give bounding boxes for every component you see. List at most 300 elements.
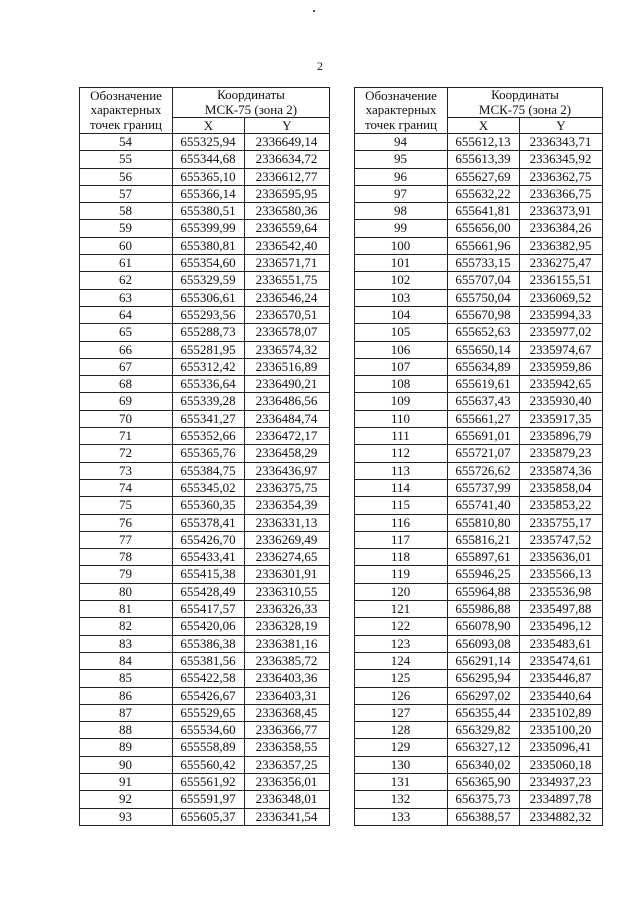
x-coordinate-cell: 655560,42 [173,756,245,773]
x-coordinate-cell: 655558,89 [173,739,245,756]
y-coordinate-cell: 2336649,14 [245,134,330,151]
point-id-cell: 93 [80,808,173,825]
x-coordinate-cell: 655612,13 [448,134,520,151]
y-coordinate-cell: 2336490,21 [245,376,330,393]
x-coordinate-cell: 656329,82 [448,722,520,739]
table-row [355,237,603,254]
point-id-cell: 95 [355,151,448,168]
table-row [80,652,330,669]
point-id-cell: 103 [355,289,448,306]
point-id-cell: 56 [80,168,173,185]
x-coordinate-cell: 655627,69 [448,168,520,185]
coordinates-title: Координаты [217,87,285,102]
point-label-line-2: характерных [90,102,162,118]
x-coordinate-cell: 656291,14 [448,652,520,669]
x-coordinate-cell: 655354,60 [173,255,245,272]
table-row [355,739,603,756]
point-label-line-3: точек границ [89,116,163,132]
table-row [80,134,330,151]
point-id-cell: 106 [355,341,448,358]
x-coordinate-cell: 655656,00 [448,220,520,237]
table-row [355,704,603,721]
point-id-cell: 116 [355,514,448,531]
x-coordinate-cell: 655312,42 [173,358,245,375]
table-row [355,151,603,168]
point-id-cell: 55 [80,151,173,168]
x-coordinate-cell: 655325,94 [173,134,245,151]
point-id-cell: 77 [80,531,173,548]
coordinates-header [448,88,603,118]
y-coordinate-cell: 2336301,91 [245,566,330,583]
point-id-cell: 104 [355,306,448,323]
x-coordinate-cell: 655329,59 [173,272,245,289]
y-coordinate-cell: 2336373,91 [520,203,603,220]
table-row [355,306,603,323]
table-row [80,791,330,808]
point-id-cell: 60 [80,237,173,254]
y-coordinate-cell: 2334897,78 [520,791,603,808]
table-row [355,428,603,445]
table-row [80,341,330,358]
point-id-cell: 98 [355,203,448,220]
x-coordinate-cell: 655591,97 [173,791,245,808]
y-coordinate-cell: 2336155,51 [520,272,603,289]
table-row [80,237,330,254]
table-row [355,549,603,566]
table-row [355,791,603,808]
y-coordinate-cell: 2335096,41 [520,739,603,756]
x-coordinate-cell: 655741,40 [448,497,520,514]
point-id-cell: 109 [355,393,448,410]
y-coordinate-cell: 2335440,64 [520,687,603,704]
table-row [355,583,603,600]
y-coordinate-cell: 2336366,75 [520,185,603,202]
table-row [80,410,330,427]
x-coordinate-cell: 655336,64 [173,376,245,393]
y-coordinate-cell: 2336348,01 [245,791,330,808]
point-id-cell: 126 [355,687,448,704]
y-coordinate-cell: 2336345,92 [520,151,603,168]
point-id-cell: 122 [355,618,448,635]
point-id-cell: 92 [80,791,173,808]
table-row [355,514,603,531]
x-coordinate-cell: 656297,02 [448,687,520,704]
x-coordinate-cell: 655433,41 [173,549,245,566]
y-coordinate-cell: 2335853,22 [520,497,603,514]
x-coordinate-cell: 655661,27 [448,410,520,427]
x-coordinate-cell: 655399,99 [173,220,245,237]
y-coordinate-cell: 2335942,65 [520,376,603,393]
table-row [80,272,330,289]
table-row [355,635,603,652]
x-coordinate-cell: 655417,57 [173,601,245,618]
x-coordinate-cell: 656365,90 [448,773,520,790]
y-coordinate-cell: 2336269,49 [245,531,330,548]
y-coordinate-cell: 2336403,31 [245,687,330,704]
table-row [80,531,330,548]
point-label-header [80,88,173,134]
point-id-cell: 102 [355,272,448,289]
table-row [355,358,603,375]
x-coordinate-cell: 655422,58 [173,670,245,687]
table-row [80,722,330,739]
y-coordinate-cell: 2335994,33 [520,306,603,323]
y-column-header: Y [245,118,330,134]
point-label-line-1: Обозначение [365,87,437,103]
x-coordinate-cell: 655661,96 [448,237,520,254]
x-coordinate-cell: 656327,12 [448,739,520,756]
point-id-cell: 99 [355,220,448,237]
x-coordinate-cell: 655365,76 [173,445,245,462]
y-coordinate-cell: 2336382,95 [520,237,603,254]
y-coordinate-cell: 2336574,32 [245,341,330,358]
x-coordinate-cell: 655721,07 [448,445,520,462]
table-row [355,722,603,739]
x-coordinate-cell: 655360,35 [173,497,245,514]
point-id-cell: 65 [80,324,173,341]
y-coordinate-cell: 2336595,95 [245,185,330,202]
table-row [80,255,330,272]
point-id-cell: 59 [80,220,173,237]
x-coordinate-cell: 656375,73 [448,791,520,808]
coordinates-header [173,88,330,118]
point-id-cell: 87 [80,704,173,721]
table-row [80,324,330,341]
coordinates-table-left [79,87,330,826]
point-id-cell: 131 [355,773,448,790]
point-id-cell: 125 [355,670,448,687]
point-label-line-3: точек границ [364,116,438,132]
table-row [355,220,603,237]
table-row [80,635,330,652]
point-id-cell: 117 [355,531,448,548]
point-id-cell: 74 [80,479,173,496]
x-coordinate-cell: 655641,81 [448,203,520,220]
y-coordinate-cell: 2335858,04 [520,479,603,496]
table-row [355,479,603,496]
point-id-cell: 129 [355,739,448,756]
table-row [80,203,330,220]
x-coordinate-cell: 655816,21 [448,531,520,548]
y-coordinate-cell: 2336375,75 [245,479,330,496]
x-coordinate-cell: 656388,57 [448,808,520,825]
scan-mark [313,10,315,12]
point-id-cell: 71 [80,428,173,445]
x-coordinate-cell: 655426,67 [173,687,245,704]
y-coordinate-cell: 2336366,77 [245,722,330,739]
point-id-cell: 68 [80,376,173,393]
point-id-cell: 132 [355,791,448,808]
y-coordinate-cell: 2336472,17 [245,428,330,445]
x-coordinate-cell: 655534,60 [173,722,245,739]
x-coordinate-cell: 656093,08 [448,635,520,652]
point-id-cell: 108 [355,376,448,393]
point-id-cell: 58 [80,203,173,220]
point-id-cell: 127 [355,704,448,721]
x-coordinate-cell: 655652,63 [448,324,520,341]
y-coordinate-cell: 2335974,67 [520,341,603,358]
point-id-cell: 120 [355,583,448,600]
point-id-cell: 97 [355,185,448,202]
point-id-cell: 81 [80,601,173,618]
y-coordinate-cell: 2336580,36 [245,203,330,220]
point-id-cell: 94 [355,134,448,151]
table-row [80,185,330,202]
table-row [80,428,330,445]
point-id-cell: 83 [80,635,173,652]
y-coordinate-cell: 2336368,45 [245,704,330,721]
table-row [80,289,330,306]
point-id-cell: 124 [355,652,448,669]
table-row [80,549,330,566]
y-coordinate-cell: 2335930,40 [520,393,603,410]
y-coordinate-cell: 2336381,16 [245,635,330,652]
table-row [80,739,330,756]
x-coordinate-cell: 655613,39 [448,151,520,168]
x-coordinate-cell: 655341,27 [173,410,245,427]
table-row [80,687,330,704]
y-coordinate-cell: 2336571,71 [245,255,330,272]
y-coordinate-cell: 2336436,97 [245,462,330,479]
point-id-cell: 78 [80,549,173,566]
x-coordinate-cell: 655691,01 [448,428,520,445]
x-coordinate-cell: 655381,56 [173,652,245,669]
table-row [355,531,603,548]
point-id-cell: 86 [80,687,173,704]
x-coordinate-cell: 655561,92 [173,773,245,790]
y-coordinate-cell: 2336486,56 [245,393,330,410]
point-id-cell: 70 [80,410,173,427]
table-body-right [355,134,603,826]
y-coordinate-cell: 2336551,75 [245,272,330,289]
y-coordinate-cell: 2336341,54 [245,808,330,825]
x-coordinate-cell: 655650,14 [448,341,520,358]
table-row [80,756,330,773]
table-row [80,583,330,600]
table-row [80,808,330,825]
point-id-cell: 80 [80,583,173,600]
x-coordinate-cell: 655619,61 [448,376,520,393]
y-coordinate-cell: 2335102,89 [520,704,603,721]
point-id-cell: 67 [80,358,173,375]
x-coordinate-cell: 655344,68 [173,151,245,168]
point-id-cell: 121 [355,601,448,618]
table-row [355,687,603,704]
x-coordinate-cell: 655293,56 [173,306,245,323]
y-coordinate-cell: 2336358,55 [245,739,330,756]
table-row [80,670,330,687]
point-id-cell: 101 [355,255,448,272]
x-coordinate-cell: 655306,61 [173,289,245,306]
point-id-cell: 128 [355,722,448,739]
y-column-header: Y [520,118,603,134]
x-coordinate-cell: 655378,41 [173,514,245,531]
x-coordinate-cell: 655420,06 [173,618,245,635]
x-coordinate-cell: 655339,28 [173,393,245,410]
x-coordinate-cell: 655386,38 [173,635,245,652]
point-id-cell: 57 [80,185,173,202]
x-coordinate-cell: 656340,02 [448,756,520,773]
y-coordinate-cell: 2336612,77 [245,168,330,185]
y-coordinate-cell: 2335896,79 [520,428,603,445]
table-row [355,601,603,618]
table-row [80,704,330,721]
point-id-cell: 79 [80,566,173,583]
x-coordinate-cell: 655750,04 [448,289,520,306]
x-coordinate-cell: 655670,98 [448,306,520,323]
y-coordinate-cell: 2335874,36 [520,462,603,479]
x-coordinate-cell: 655637,43 [448,393,520,410]
x-coordinate-cell: 655529,65 [173,704,245,721]
coordinate-system: МСК-75 (зона 2) [204,101,298,117]
point-id-cell: 118 [355,549,448,566]
point-id-cell: 111 [355,428,448,445]
table-row [355,376,603,393]
table-row [80,393,330,410]
x-coordinate-cell: 655380,81 [173,237,245,254]
table-row [80,514,330,531]
y-coordinate-cell: 2335636,01 [520,549,603,566]
point-id-cell: 123 [355,635,448,652]
x-coordinate-cell: 655426,70 [173,531,245,548]
table-row [355,289,603,306]
point-id-cell: 54 [80,134,173,151]
y-coordinate-cell: 2335977,02 [520,324,603,341]
y-coordinate-cell: 2336328,19 [245,618,330,635]
point-id-cell: 133 [355,808,448,825]
x-coordinate-cell: 655707,04 [448,272,520,289]
point-id-cell: 107 [355,358,448,375]
table-row [80,601,330,618]
table-row [355,497,603,514]
coordinates-title: Координаты [491,87,559,102]
table-row [355,618,603,635]
y-coordinate-cell: 2335446,87 [520,670,603,687]
table-row [355,324,603,341]
point-id-cell: 105 [355,324,448,341]
point-label-header [355,88,448,134]
point-id-cell: 76 [80,514,173,531]
y-coordinate-cell: 2334937,23 [520,773,603,790]
table-row [80,168,330,185]
y-coordinate-cell: 2336484,74 [245,410,330,427]
point-id-cell: 130 [355,756,448,773]
point-id-cell: 119 [355,566,448,583]
y-coordinate-cell: 2335496,12 [520,618,603,635]
point-id-cell: 62 [80,272,173,289]
x-coordinate-cell: 655733,15 [448,255,520,272]
x-coordinate-cell: 655737,99 [448,479,520,496]
y-coordinate-cell: 2336310,55 [245,583,330,600]
table-row [355,652,603,669]
x-coordinate-cell: 655352,66 [173,428,245,445]
coordinates-table-right [354,87,603,826]
table-row [355,445,603,462]
point-id-cell: 110 [355,410,448,427]
table-row [355,773,603,790]
x-coordinate-cell: 655415,38 [173,566,245,583]
table-row [355,134,603,151]
point-id-cell: 69 [80,393,173,410]
x-coordinate-cell: 655632,22 [448,185,520,202]
point-id-cell: 85 [80,670,173,687]
y-coordinate-cell: 2336559,64 [245,220,330,237]
x-coordinate-cell: 655345,02 [173,479,245,496]
x-coordinate-cell: 656355,44 [448,704,520,721]
table-row [355,168,603,185]
y-coordinate-cell: 2335497,88 [520,601,603,618]
table-row [80,497,330,514]
table-row [355,756,603,773]
table-row [80,618,330,635]
point-id-cell: 89 [80,739,173,756]
point-id-cell: 73 [80,462,173,479]
y-coordinate-cell: 2336362,75 [520,168,603,185]
table-row [355,670,603,687]
x-coordinate-cell: 655384,75 [173,462,245,479]
point-id-cell: 114 [355,479,448,496]
table-body-left [80,134,330,826]
point-id-cell: 63 [80,289,173,306]
point-id-cell: 96 [355,168,448,185]
table-row [355,341,603,358]
point-label-line-1: Обозначение [90,87,162,103]
y-coordinate-cell: 2335536,98 [520,583,603,600]
x-coordinate-cell: 656295,94 [448,670,520,687]
y-coordinate-cell: 2334882,32 [520,808,603,825]
table-row [80,306,330,323]
point-id-cell: 91 [80,773,173,790]
y-coordinate-cell: 2335755,17 [520,514,603,531]
y-coordinate-cell: 2336403,36 [245,670,330,687]
point-id-cell: 100 [355,237,448,254]
x-coordinate-cell: 656078,90 [448,618,520,635]
table-row [80,220,330,237]
table-row [355,203,603,220]
table-row [355,255,603,272]
table-row [355,185,603,202]
y-coordinate-cell: 2336275,47 [520,255,603,272]
table-row [80,566,330,583]
table-row [80,151,330,168]
y-coordinate-cell: 2336069,52 [520,289,603,306]
x-coordinate-cell: 655897,61 [448,549,520,566]
table-row [355,462,603,479]
x-coordinate-cell: 655986,88 [448,601,520,618]
y-coordinate-cell: 2335060,18 [520,756,603,773]
y-coordinate-cell: 2335483,61 [520,635,603,652]
table-row [80,376,330,393]
point-id-cell: 72 [80,445,173,462]
y-coordinate-cell: 2336384,26 [520,220,603,237]
y-coordinate-cell: 2335566,13 [520,566,603,583]
point-id-cell: 84 [80,652,173,669]
point-id-cell: 75 [80,497,173,514]
y-coordinate-cell: 2336274,65 [245,549,330,566]
x-coordinate-cell: 655428,49 [173,583,245,600]
y-coordinate-cell: 2335879,23 [520,445,603,462]
y-coordinate-cell: 2336357,25 [245,756,330,773]
y-coordinate-cell: 2335474,61 [520,652,603,669]
y-coordinate-cell: 2336570,51 [245,306,330,323]
x-coordinate-cell: 655288,73 [173,324,245,341]
x-coordinate-cell: 655366,14 [173,185,245,202]
coordinate-system: МСК-75 (зона 2) [478,101,572,117]
y-coordinate-cell: 2336458,29 [245,445,330,462]
x-column-header: X [173,118,245,134]
x-column-header: X [448,118,520,134]
point-id-cell: 82 [80,618,173,635]
